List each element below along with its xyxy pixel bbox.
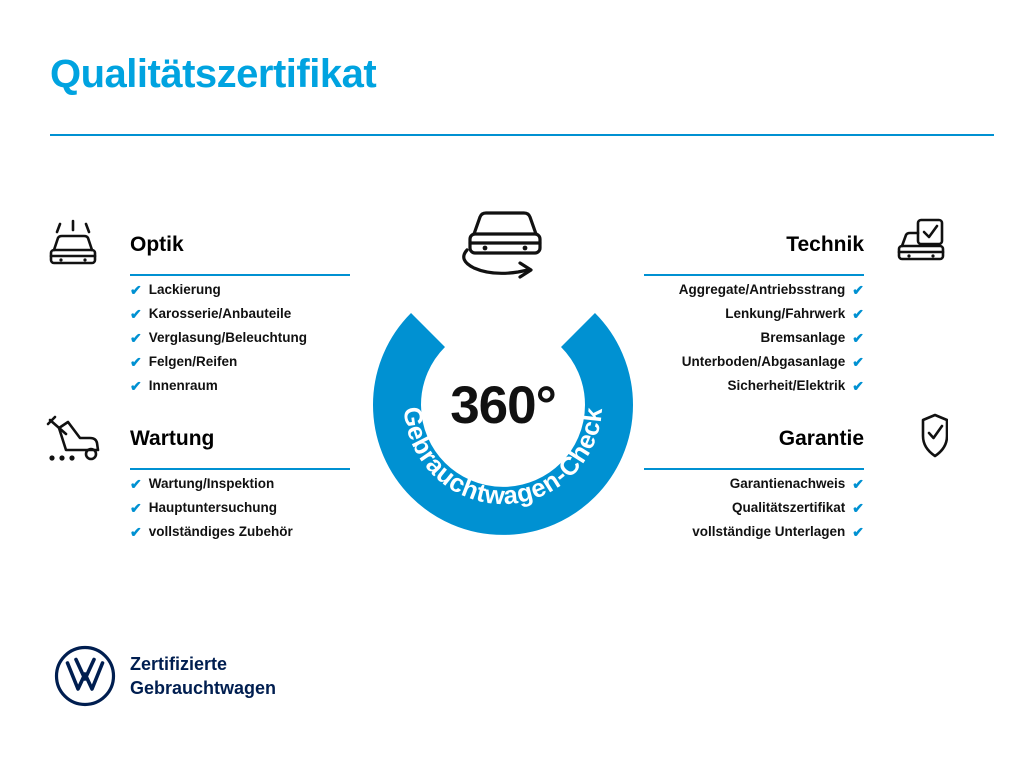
list-item xyxy=(644,520,944,544)
list-item xyxy=(130,326,350,350)
list-item xyxy=(644,326,944,350)
section-optik-header xyxy=(50,232,350,278)
footer-line-2: Gebrauchtwagen xyxy=(130,678,277,698)
check-icon: ✔ xyxy=(130,282,142,298)
check-badge-value: 360° xyxy=(450,375,556,435)
section-garantie-header xyxy=(644,426,944,472)
section-garantie-title: Garantie xyxy=(778,427,864,450)
check-icon: ✔ xyxy=(130,354,142,370)
footer-text xyxy=(130,652,276,700)
list-item-label: Lackierung xyxy=(148,282,221,297)
list-item-label: vollständige Unterlagen xyxy=(692,524,846,539)
list-item xyxy=(130,496,350,520)
section-wartung-list xyxy=(50,472,350,544)
section-wartung-divider xyxy=(130,468,350,470)
check-icon: ✔ xyxy=(852,500,864,516)
check-badge xyxy=(372,192,652,511)
check-icon: ✔ xyxy=(130,330,142,346)
list-item xyxy=(130,302,350,326)
list-item xyxy=(644,302,944,326)
list-item-label: Felgen/Reifen xyxy=(148,354,238,369)
list-item xyxy=(644,350,944,374)
list-item-label: Qualitätszertifikat xyxy=(731,500,846,515)
list-item xyxy=(644,472,944,496)
car-check-clipboard-icon xyxy=(874,218,948,274)
footer-brand xyxy=(54,645,276,707)
list-item-label: Garantienachweis xyxy=(729,476,846,491)
check-icon: ✔ xyxy=(852,476,864,492)
section-technik-header xyxy=(644,232,944,278)
list-item xyxy=(130,520,350,544)
check-icon: ✔ xyxy=(852,306,864,322)
list-item xyxy=(130,472,350,496)
section-technik xyxy=(644,232,944,398)
list-item-label: Unterboden/Abgasanlage xyxy=(681,354,846,369)
list-item-label: Wartung/Inspektion xyxy=(148,476,275,491)
check-icon: ✔ xyxy=(130,378,142,394)
section-garantie-divider xyxy=(644,468,864,470)
section-garantie-list xyxy=(644,472,944,544)
list-item xyxy=(644,278,944,302)
section-wartung xyxy=(50,426,350,544)
section-optik-title: Optik xyxy=(130,233,184,256)
section-wartung-title: Wartung xyxy=(130,427,215,450)
footer-line-1: Zertifizierte xyxy=(130,654,228,674)
check-icon: ✔ xyxy=(130,306,142,322)
list-item-label: Innenraum xyxy=(148,378,218,393)
section-technik-title: Technik xyxy=(786,233,864,256)
check-icon: ✔ xyxy=(130,524,142,540)
check-icon: ✔ xyxy=(130,500,142,516)
vw-logo-icon xyxy=(54,645,116,707)
section-technik-list xyxy=(644,278,944,398)
list-item-label: Sicherheit/Elektrik xyxy=(727,378,846,393)
list-item xyxy=(130,350,350,374)
car-lift-icon xyxy=(46,412,120,468)
section-technik-divider xyxy=(644,274,864,276)
section-optik xyxy=(50,232,350,398)
list-item-label: Karosserie/Anbauteile xyxy=(148,306,292,321)
list-item-label: Hauptuntersuchung xyxy=(148,500,277,515)
shield-check-icon xyxy=(874,412,948,468)
title-divider xyxy=(50,134,994,136)
check-icon: ✔ xyxy=(852,378,864,394)
list-item-label: Lenkung/Fahrwerk xyxy=(725,306,846,321)
check-icon: ✔ xyxy=(852,354,864,370)
check-icon: ✔ xyxy=(852,282,864,298)
list-item-label: Bremsanlage xyxy=(760,330,846,345)
check-icon: ✔ xyxy=(852,330,864,346)
list-item-label: vollständiges Zubehör xyxy=(148,524,293,539)
list-item xyxy=(130,278,350,302)
section-optik-list xyxy=(50,278,350,398)
check-icon: ✔ xyxy=(130,476,142,492)
svg-text:Gebrauchtwagen-Check: Gebrauchtwagen-Check xyxy=(397,405,609,511)
section-wartung-header xyxy=(50,426,350,472)
list-item-label: Verglasung/Beleuchtung xyxy=(148,330,308,345)
list-item-label: Aggregate/Antriebsstrang xyxy=(678,282,846,297)
list-item xyxy=(130,374,350,398)
section-garantie xyxy=(644,426,944,544)
list-item xyxy=(644,374,944,398)
section-optik-divider xyxy=(130,274,350,276)
page-title: Qualitätszertifikat xyxy=(50,52,377,96)
check-icon: ✔ xyxy=(852,524,864,540)
list-item xyxy=(644,496,944,520)
car-front-shine-icon xyxy=(46,218,120,274)
